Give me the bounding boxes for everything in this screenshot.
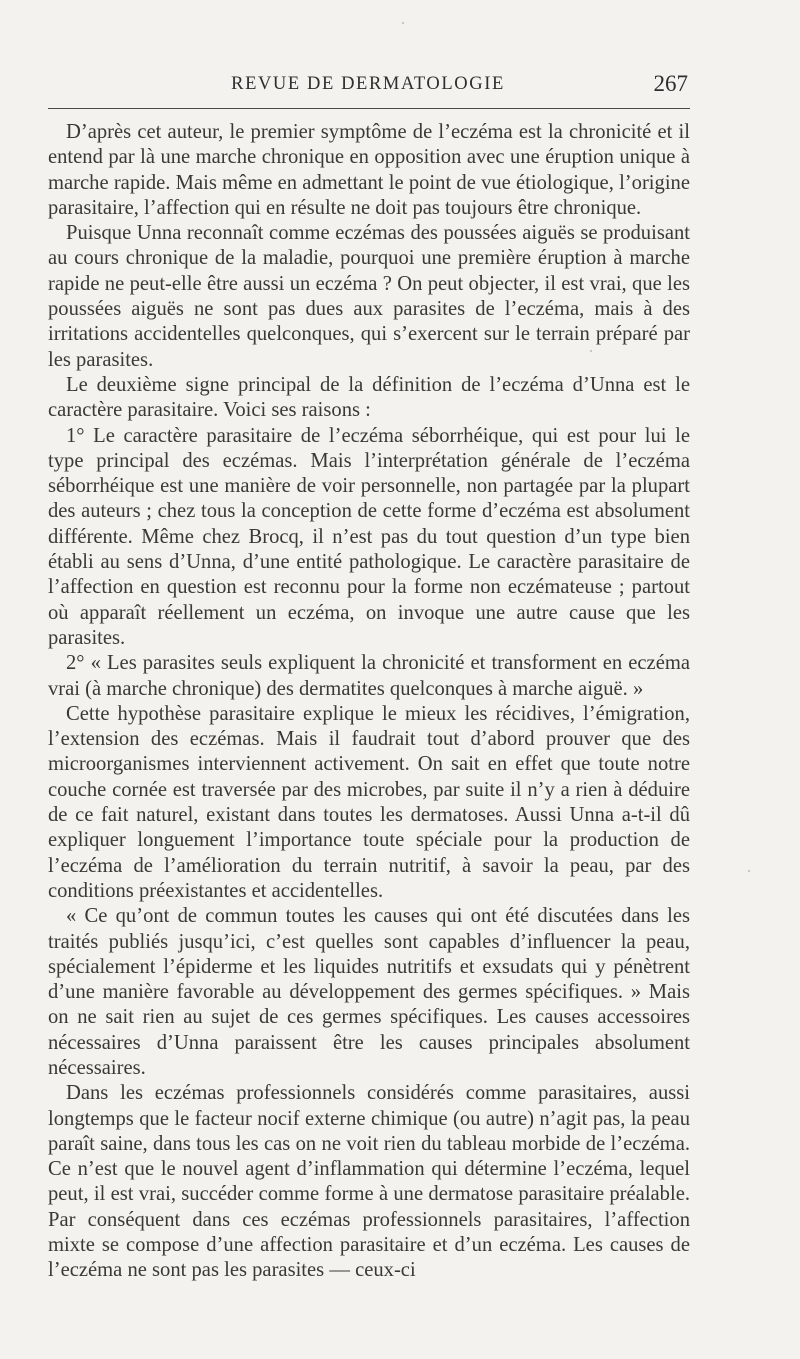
paper-speck — [590, 350, 592, 352]
journal-title: REVUE DE DERMATOLOGIE — [231, 74, 505, 94]
paper-speck — [402, 22, 404, 24]
paragraph: Le deuxième signe principal de la définition de l’eczéma d’Unna est le caractère parasitaire. Voici ses raisons : — [48, 373, 690, 422]
paragraph: 2° « Les parasites seuls expliquent la chronicité et transforment en eczéma vrai (à marche chronique) des dermatites quelconques à marche aiguë. » — [48, 652, 690, 700]
header-rule — [48, 108, 690, 109]
paragraph: Dans les eczémas professionnels considérés comme parasitaires, aussi longtemps que le facteur nocif externe chimique (ou autre) n’agit pas, la peau paraît saine, dans tous les cas on ne voit rien du tableau morbide de l’eczéma. Ce n’est que le nouvel agent d’inflammation qui détermine l’eczéma, lequel peut, il est vrai, succéder comme forme à une dermatose parasitaire préalable. Par conséquent dans ces eczémas professionnels parasitaires, l’affection mixte se compose d’une affection parasitaire et d’un eczéma. Les causes de l’eczéma ne sont pas les parasites — ceux-ci — [48, 1082, 690, 1282]
page-number: 267 — [653, 71, 688, 96]
running-header — [48, 71, 688, 102]
paper-speck — [748, 870, 750, 872]
paragraph: 1° Le caractère parasitaire de l’eczéma séborrhéique, qui est pour lui le type principal des eczémas. Mais l’interprétation générale de l’eczéma séborrhéique est une manière de voir personnelle, non partagée par la plupart des auteurs ; chez tous la conception de cette forme d’eczéma est absolument différente. Même chez Brocq, il n’est pas du tout question d’un type bien établi au sens d’Unna, d’une entité pathologique. Le caractère parasitaire de l’affection en question est reconnu pour la forme non eczémateuse ; partout où apparaît réellement un eczéma, on invoque une autre cause que les parasites. — [48, 424, 690, 649]
paragraph: Puisque Unna reconnaît comme eczémas des poussées aiguës se produisant au cours chronique de la maladie, pourquoi une première éruption à marche rapide ne peut-elle être aussi un eczéma ? On peut objecter, il est vrai, que les poussées aiguës ne sont pas dues aux parasites de l’eczéma, mais à des irritations accidentelles quelconques, qui s’exercent sur le terrain préparé par les parasites. — [48, 222, 690, 371]
paragraph: D’après cet auteur, le premier symptôme de l’eczéma est la chronicité et il entend par là une marche chronique en opposition avec une éruption unique à marche rapide. Mais même en admettant le point de vue étiologique, l’origine parasitaire, l’affection qui en résulte ne doit pas toujours être chronique. — [48, 121, 690, 219]
body-text — [48, 120, 690, 1284]
paragraph: « Ce qu’ont de commun toutes les causes qui ont été discutées dans les traités publiés jusqu’ici, c’est quelles sont capables d’influencer la peau, spécialement l’épiderme et les liquides nutritifs et exsudats qui y pénètrent d’une manière favorable au développement des germes spécifiques. » Mais on ne sait rien au sujet de ces germes spécifiques. Les causes accessoires nécessaires d’Unna paraissent être les causes principales absolument nécessaires. — [48, 905, 690, 1079]
paragraph: Cette hypothèse parasitaire explique le mieux les récidives, l’émigration, l’extension des eczémas. Mais il faudrait tout d’abord prouver que des microorganismes interviennent activement. On sait en effet que toute notre couche cornée est traversée par des microbes, par suite il n’y a rien à déduire de ce fait naturel, existant dans toutes les dermatoses. Aussi Unna a-t-il dû expliquer longuement l’importance toute spéciale pour la production de l’eczéma de l’amélioration du terrain nutritif, à savoir la peau, par des conditions préexistantes et accidentelles. — [48, 702, 690, 902]
